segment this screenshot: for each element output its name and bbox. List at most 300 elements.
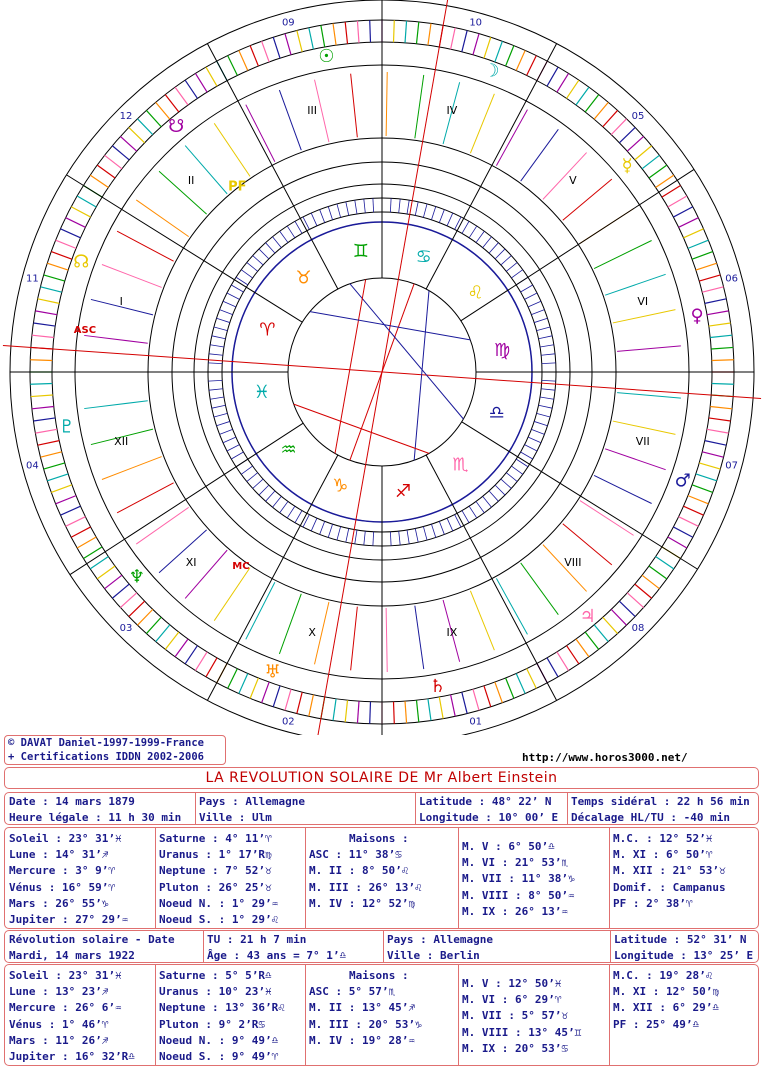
tick-mark (447, 518, 453, 531)
degree-stripe (297, 30, 302, 51)
degree-stripe (333, 23, 336, 45)
degree-stripe (683, 506, 703, 515)
degree-stripe (105, 155, 122, 169)
house-cusp: M. IV : 19° 28’♒ (309, 1033, 415, 1047)
degree-stripe (516, 50, 525, 70)
degree-stripe (71, 207, 90, 217)
tick-mark (390, 532, 391, 546)
planet-position: Lune : 14° 31’♐ (9, 848, 109, 862)
tick-mark (280, 501, 288, 512)
tick-mark (407, 200, 409, 214)
degree-stripe (462, 692, 467, 713)
degree-stripe (97, 165, 115, 178)
planet-position: Neptune : 13° 36’R♌ (159, 1001, 285, 1015)
aspect-ray (605, 449, 666, 470)
degree-stripe (195, 73, 207, 92)
tick-mark (247, 262, 258, 271)
tick-mark (320, 210, 325, 223)
degree-stripe (416, 700, 418, 722)
house-cusp: PF : 25° 49’♎ (613, 1017, 700, 1031)
house-label: IX (446, 625, 458, 639)
tick-mark (541, 389, 555, 390)
planet-glyph: ♆ (128, 566, 145, 588)
degree-stripe (711, 347, 733, 349)
tick-mark (399, 199, 400, 213)
degree-stripe (51, 252, 72, 260)
degree-stripe (31, 395, 53, 397)
degree-stripe (333, 699, 336, 721)
zodiac-sign-glyph: ♓ (253, 382, 270, 404)
tick-mark (320, 521, 325, 534)
degree-stripe (309, 695, 314, 717)
degree-stripe (239, 50, 248, 70)
tick-mark (272, 237, 281, 248)
aspect-line (294, 404, 429, 453)
degree-stripe (146, 110, 161, 126)
tick-mark (415, 202, 418, 216)
degree-stripe (692, 485, 713, 493)
tick-mark (212, 336, 226, 339)
tick-mark (462, 221, 469, 233)
degree-stripe (56, 240, 76, 248)
aspect-line (350, 284, 414, 461)
degree-stripe (462, 30, 467, 51)
outer-ring-number: 07 (725, 460, 739, 472)
outer-ring-number: 06 (725, 273, 739, 285)
degree-stripe (506, 46, 514, 66)
tick-mark (455, 217, 461, 229)
tick-mark (337, 204, 341, 218)
outer-ring-number: 11 (25, 273, 39, 285)
degree-stripe (576, 639, 589, 657)
degree-stripe (705, 441, 727, 446)
degree-stripe (405, 701, 407, 723)
degree-stripe (527, 56, 537, 76)
degree-stripe (44, 275, 65, 281)
house-label: V (569, 174, 577, 188)
degree-stripe (30, 384, 52, 385)
aspect-ray (102, 457, 162, 480)
natal-country: Pays : Allemagne (199, 795, 305, 808)
mc-label: MC (232, 561, 250, 573)
revolution-longitude: Longitude : 13° 25’ E (614, 949, 754, 962)
degree-stripe (250, 678, 258, 698)
planet-glyph: ♇ (58, 416, 75, 438)
natal-time: Heure légale : 11 h 30 min (9, 811, 182, 824)
degree-stripe (120, 136, 136, 151)
natal-date: Date : 14 mars 1879 (9, 795, 135, 808)
aspect-ray (246, 582, 275, 639)
degree-stripe (594, 102, 608, 119)
revolution-country: Pays : Allemagne (387, 933, 493, 946)
natal-planets-col1 (9, 831, 128, 928)
degree-stripe (137, 609, 152, 625)
degree-stripe (239, 673, 248, 693)
revolution-city: Ville : Berlin (387, 949, 480, 962)
tick-mark (280, 231, 288, 242)
tick-mark (231, 452, 243, 459)
tick-mark (431, 524, 435, 537)
degree-stripe (557, 652, 569, 671)
house-cusp: M. VII : 11° 38’♑ (462, 872, 575, 886)
tick-mark (346, 529, 349, 543)
planet-glyph: ☊ (73, 251, 90, 273)
planet-position: Noeud S. : 1° 29’♌ (159, 913, 279, 927)
aspect-ray (613, 310, 676, 323)
degree-stripe (696, 263, 717, 270)
degree-stripe (649, 165, 667, 178)
revolution-houses-title: Maisons : (349, 969, 409, 982)
house-cusp: M. XI : 12° 50’♍ (613, 985, 719, 999)
house-label: X (308, 625, 316, 639)
tick-mark (399, 531, 400, 545)
zodiac-sign-glyph: ♎ (488, 402, 505, 424)
degree-stripe (516, 673, 525, 693)
tick-mark (259, 249, 269, 259)
natal-offset: Décalage HL/TU : -40 min (571, 811, 730, 824)
planet-glyph: ♀ (690, 305, 704, 327)
tick-mark (511, 466, 522, 474)
degree-stripe (273, 686, 280, 707)
degree-stripe (250, 46, 258, 66)
tick-mark (483, 237, 492, 248)
aspect-ray (136, 507, 188, 544)
tick-mark (223, 437, 236, 443)
tick-mark (247, 473, 258, 482)
tick-mark (542, 363, 556, 364)
tick-mark (483, 496, 492, 507)
degree-stripe (451, 695, 456, 717)
degree-stripe (175, 87, 188, 105)
degree-stripe (547, 67, 558, 86)
outer-ring-number: 05 (631, 111, 645, 123)
outer-ring-number: 04 (25, 460, 39, 472)
certification-line: + Certifications IDDN 2002-2006 (8, 751, 204, 763)
zodiac-sign-glyph: ♐ (395, 481, 412, 503)
revolution-planets-col1 (9, 968, 135, 1065)
degree-stripe (619, 601, 635, 616)
degree-stripe (228, 56, 238, 76)
degree-stripe (712, 384, 734, 385)
zodiac-sign-glyph: ♊ (352, 240, 369, 262)
aspect-ray (214, 123, 250, 176)
tick-mark (259, 485, 269, 495)
planet-position: Neptune : 7° 52’♉ (159, 864, 272, 878)
house-cusp: M. II : 13° 45’♐ (309, 1001, 415, 1015)
outer-ring-number: 12 (119, 111, 133, 123)
degree-stripe (60, 229, 80, 238)
planet-position: Noeud N. : 1° 29’♒ (159, 896, 279, 910)
tick-mark (217, 318, 230, 322)
house-label: XII (114, 434, 129, 448)
tick-mark (539, 336, 553, 339)
tick-mark (539, 405, 553, 408)
degree-stripe (688, 240, 708, 248)
house-label: XI (185, 555, 197, 569)
zodiac-sign-glyph: ♋ (415, 246, 432, 268)
degree-stripe (668, 196, 687, 207)
tick-mark (337, 527, 341, 541)
degree-stripe (35, 311, 57, 315)
house-cusp-line (207, 44, 338, 289)
degree-stripe (370, 20, 371, 42)
natal-houses-col1 (309, 831, 422, 912)
degree-stripe (206, 658, 217, 677)
tick-mark (214, 327, 228, 331)
tick-mark (431, 207, 435, 220)
tick-mark (209, 354, 223, 355)
aspect-ray (470, 94, 494, 153)
tick-mark (217, 421, 230, 425)
copyright-box (4, 735, 226, 765)
degree-stripe (576, 87, 589, 105)
degree-stripe (66, 517, 86, 527)
tick-mark (303, 515, 309, 527)
aspect-ray (84, 401, 148, 409)
degree-stripe (547, 658, 558, 677)
aspect-ray (543, 153, 587, 200)
zodiac-sign-glyph: ♌ (467, 282, 484, 304)
tick-mark (295, 511, 302, 523)
house-cusp-line (426, 455, 557, 700)
degree-stripe (345, 700, 347, 722)
outer-ring-number: 02 (281, 716, 295, 728)
degree-stripe (439, 697, 443, 719)
tick-mark (212, 405, 226, 408)
tick-mark (447, 213, 453, 226)
page-title: LA REVOLUTION SOLAIRE DE Mr Albert Einstein (4, 767, 759, 789)
tick-mark (223, 301, 236, 307)
degree-stripe (696, 474, 717, 481)
aspect-ray (246, 105, 275, 162)
degree-stripe (585, 632, 599, 649)
house-cusp: M. IX : 20° 53’♋ (462, 1041, 568, 1055)
degree-stripe (635, 146, 652, 160)
degree-stripe (90, 557, 108, 569)
degree-stripe (495, 41, 503, 62)
tick-mark (506, 473, 517, 482)
degree-stripe (679, 517, 699, 527)
degree-stripe (38, 441, 60, 446)
tick-mark (214, 413, 228, 417)
degree-stripe (146, 617, 161, 633)
planet-position: Mercure : 3° 9’♈ (9, 864, 115, 878)
degree-stripe (112, 146, 129, 160)
degree-stripe (709, 418, 731, 421)
degree-stripe (642, 155, 659, 169)
aspect-line (310, 312, 470, 340)
tick-mark (476, 501, 484, 512)
tick-mark (542, 380, 556, 381)
planet-position: Noeud S. : 9° 49’♈ (159, 1050, 279, 1064)
planet-glyph: ☿ (621, 155, 633, 177)
house-cusp: M.C. : 12° 52’♓ (613, 832, 713, 845)
tick-mark (241, 466, 252, 474)
tick-mark (253, 479, 263, 488)
degree-stripe (47, 474, 68, 481)
planet-glyph: ☋ (168, 115, 185, 137)
tick-mark (516, 459, 528, 467)
tick-mark (489, 491, 498, 501)
outer-ring-number: 08 (631, 622, 645, 634)
degree-stripe (370, 702, 371, 724)
tick-mark (501, 479, 511, 488)
degree-stripe (710, 406, 732, 408)
degree-stripe (611, 119, 626, 135)
revolution-label: Révolution solaire - Date (9, 933, 175, 946)
tick-mark (511, 270, 522, 278)
tick-mark (423, 527, 427, 541)
aspect-ray (415, 606, 424, 669)
tick-mark (208, 363, 222, 364)
tick-mark (328, 524, 332, 537)
tick-mark (541, 354, 555, 355)
degree-stripe (707, 429, 729, 433)
aspect-ray (117, 483, 174, 513)
degree-stripe (702, 287, 723, 292)
aspect-ray (159, 530, 207, 573)
tick-mark (528, 437, 541, 443)
degree-stripe (662, 185, 681, 197)
tick-mark (346, 202, 349, 216)
zodiac-sign-glyph: ♈ (259, 319, 276, 341)
tick-mark (373, 198, 374, 212)
outer-ring-number: 09 (281, 17, 295, 29)
degree-stripe (484, 37, 491, 58)
pf-label: PF (228, 179, 247, 195)
planet-position: Mars : 26° 55’♑ (9, 896, 109, 910)
degree-stripe (165, 632, 179, 649)
degree-stripe (527, 669, 537, 689)
degree-stripe (77, 196, 96, 207)
planet-glyph: ♃ (579, 606, 596, 628)
aspect-line (335, 279, 366, 453)
website-url[interactable]: http://www.horos3000.net/ (522, 751, 688, 764)
house-label: VIII (564, 555, 582, 569)
aspect-ray (415, 75, 424, 138)
house-cusp: M. XII : 6° 29’♎ (613, 1001, 719, 1015)
degree-stripe (673, 527, 692, 537)
zodiac-sign-glyph: ♒ (280, 439, 297, 461)
degree-stripe (707, 311, 729, 315)
aspect-ray (117, 231, 174, 261)
tick-mark (540, 397, 554, 399)
natal-latitude: Latitude : 48° 22’ N (419, 795, 552, 808)
degree-stripe (112, 584, 129, 598)
tick-mark (415, 529, 418, 543)
natal-longitude: Longitude : 10° 00’ E (419, 811, 559, 824)
tick-mark (287, 226, 295, 238)
degree-stripe (357, 701, 359, 723)
house-cusp: M. V : 6° 50’♎ (462, 840, 555, 853)
degree-stripe (705, 299, 727, 304)
planet-position: Jupiter : 16° 32’R♎ (9, 1050, 135, 1064)
planet-position: Vénus : 1° 46’♈ (9, 1017, 109, 1031)
degree-stripe (557, 73, 569, 92)
house-cusp: M. IV : 12° 52’♍ (309, 896, 415, 910)
degree-stripe (129, 601, 145, 616)
revolution-info-box (4, 930, 759, 963)
revolution-date: Mardi, 14 mars 1922 (9, 949, 135, 962)
tick-mark (328, 207, 332, 220)
degree-stripe (567, 80, 579, 98)
copyright-line: © DAVAT Daniel-1997-1999-France (8, 737, 204, 749)
degree-stripe (692, 252, 713, 260)
aspect-ray (605, 274, 666, 295)
degree-stripe (585, 95, 599, 112)
degree-stripe (66, 218, 86, 228)
house-cusp: M. VIII : 13° 45’♊ (462, 1025, 582, 1039)
natal-sidereal-time: Temps sidéral : 22 h 56 min (571, 795, 750, 808)
natal-houses-title: Maisons : (349, 832, 409, 845)
degree-stripe (416, 22, 418, 44)
degree-stripe (297, 692, 302, 713)
tick-mark (210, 397, 224, 399)
degree-stripe (394, 20, 395, 42)
aspect-ray (351, 74, 358, 138)
house-cusp: PF : 2° 38’♈ (613, 896, 693, 910)
planet-glyph: ♅ (264, 661, 281, 683)
house-cusp: M.C. : 19° 28’♌ (613, 969, 713, 982)
degree-stripe (97, 566, 115, 579)
tick-mark (311, 213, 317, 226)
degree-stripe (156, 625, 170, 642)
degree-stripe (47, 263, 68, 270)
tick-mark (455, 515, 461, 527)
degree-stripe (642, 575, 659, 589)
degree-stripe (38, 299, 60, 304)
aspect-ray (580, 501, 634, 536)
house-label: III (307, 104, 317, 118)
natal-planets-col2 (159, 831, 278, 928)
degree-stripe (185, 646, 197, 664)
degree-stripe (473, 689, 479, 710)
degree-stripe (35, 429, 57, 433)
house-cusp: M. VIII : 8° 50’♒ (462, 888, 575, 902)
degree-stripe (105, 575, 122, 589)
aspect-ray (136, 200, 188, 237)
tick-mark (209, 389, 223, 390)
tick-mark (266, 491, 275, 501)
degree-stripe (428, 699, 431, 721)
aspect-ray (594, 240, 652, 268)
zodiac-sign-glyph: ♑ (332, 475, 349, 497)
degree-stripe (699, 463, 720, 469)
planet-position: Mercure : 26° 6’♒ (9, 1001, 122, 1015)
tick-mark (355, 530, 357, 544)
degree-stripe (309, 28, 314, 50)
tick-mark (540, 345, 554, 347)
degree-stripe (702, 452, 723, 457)
revolution-houses-col3 (613, 968, 719, 1033)
house-cusp: ASC : 5° 57’♏ (309, 985, 396, 999)
tick-mark (210, 345, 224, 347)
aspect-ray (496, 578, 527, 634)
degree-stripe (262, 41, 270, 62)
tick-mark (534, 318, 547, 322)
aspect-ray (279, 90, 301, 150)
degree-stripe (33, 418, 55, 421)
degree-stripe (165, 95, 179, 112)
zodiac-sign-glyph: ♉ (295, 267, 312, 289)
tick-mark (311, 518, 317, 531)
house-label: IV (446, 104, 458, 118)
tick-mark (355, 200, 357, 214)
house-cusp: M. III : 26° 13’♌ (309, 880, 422, 894)
degree-stripe (51, 485, 72, 493)
aspect-ray (84, 335, 148, 343)
house-label: I (119, 295, 123, 309)
